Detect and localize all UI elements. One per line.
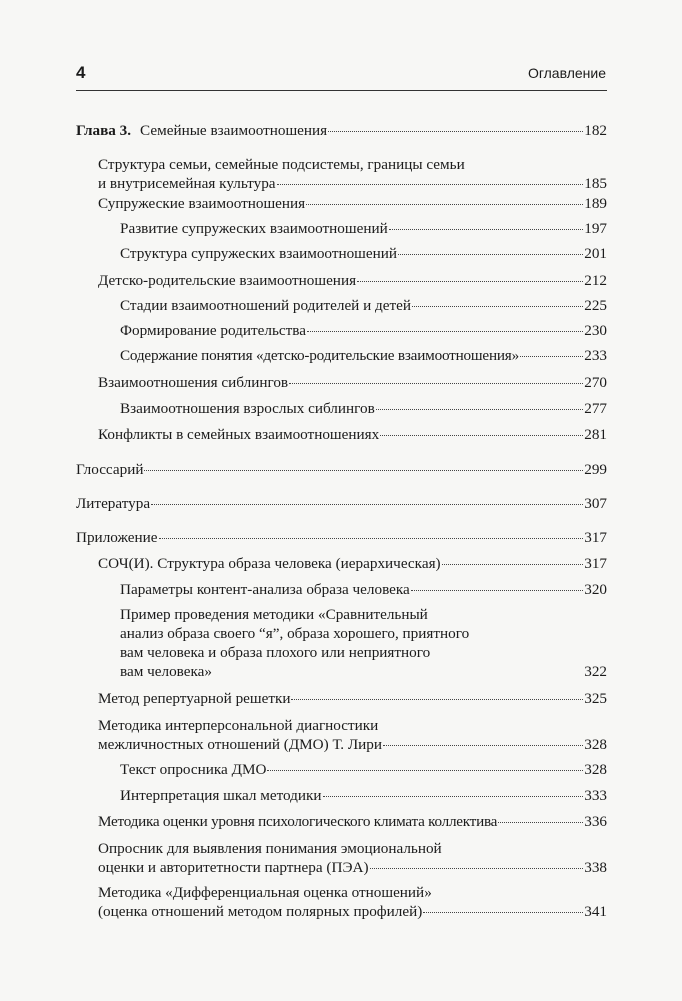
entry-text: Литература: [76, 495, 151, 512]
toc-entry[interactable]: [98, 425, 607, 444]
dot-leader: [291, 699, 583, 700]
dot-leader: [323, 796, 584, 797]
page-ref: 320: [584, 581, 607, 598]
entry-text: Интерпретация шкал методики: [120, 787, 322, 804]
toc-entry[interactable]: [120, 321, 607, 340]
entry-text: Методика оценки уровня психологического климата коллектива: [98, 813, 498, 830]
entry-text: Опросник для выявления понимания эмоциональной: [98, 840, 442, 857]
page-ref: 281: [584, 426, 607, 443]
dot-leader: [328, 131, 583, 132]
dot-leader: [411, 590, 583, 591]
entry-text: Пример проведения методики «Сравнительный: [120, 606, 428, 623]
entry-text: вам человека и образа плохого или неприятного: [120, 644, 431, 661]
entry-text: Глоссарий: [76, 461, 144, 478]
toc-entry[interactable]: [76, 494, 607, 513]
dot-leader: [277, 184, 584, 185]
page-ref: 299: [584, 461, 607, 478]
toc-entry[interactable]: [120, 244, 607, 263]
page-ref: 338: [584, 859, 607, 876]
dot-leader: [520, 356, 583, 357]
toc-entry[interactable]: [98, 812, 607, 831]
toc-entry[interactable]: [120, 296, 607, 315]
entry-text: Супружеские взаимоотношения: [98, 195, 306, 212]
page-ref: 201: [584, 245, 607, 262]
entry-text: вам человека»: [120, 663, 212, 680]
entry-text: Текст опросника ДМО: [120, 761, 267, 778]
entry-text: Стадии взаимоотношений родителей и детей: [120, 297, 412, 314]
chapter-label: Глава 3.: [76, 122, 132, 139]
chapter-title: Семейные взаимоотношения: [140, 122, 328, 139]
entry-text: Методика «Дифференциальная оценка отношений»: [98, 884, 432, 901]
toc-entry[interactable]: [98, 194, 607, 213]
toc-chapter-entry[interactable]: [76, 121, 607, 140]
page-ref: 317: [584, 529, 607, 546]
toc-entry[interactable]: [120, 399, 607, 418]
page-ref: 225: [584, 297, 607, 314]
entry-text: Содержание понятия «детско-родительские взаимоотношения»: [120, 347, 519, 364]
page-ref: 197: [584, 220, 607, 237]
entry-text: межличностных отношений (ДМО) Т. Лири: [98, 736, 383, 753]
toc-entry[interactable]: [120, 760, 607, 779]
dot-leader: [307, 331, 583, 332]
entry-text: Параметры контент-анализа образа человека: [120, 581, 410, 598]
toc-entry[interactable]: [98, 373, 607, 392]
page-ref: 185: [584, 175, 607, 192]
page-ref: 230: [584, 322, 607, 339]
dot-leader: [370, 868, 584, 869]
entry-text: Конфликты в семейных взаимоотношениях: [98, 426, 380, 443]
toc-entry[interactable]: [98, 883, 607, 921]
page-ref: 212: [584, 272, 607, 289]
dot-leader: [376, 409, 583, 410]
toc-entry[interactable]: [98, 689, 607, 708]
entry-text: Развитие супружеских взаимоотношений: [120, 220, 388, 237]
page-ref: 317: [584, 555, 607, 572]
dot-leader: [267, 770, 583, 771]
page-ref: 325: [584, 690, 607, 707]
toc-entry[interactable]: [98, 155, 607, 193]
page-ref: 277: [584, 400, 607, 417]
dot-leader: [383, 745, 583, 746]
page-ref: 322: [584, 663, 607, 680]
toc-entry[interactable]: [76, 528, 607, 547]
entry-text: (оценка отношений методом полярных профилей): [98, 903, 423, 920]
page-ref: 189: [584, 195, 607, 212]
toc-entry[interactable]: [120, 219, 607, 238]
page-ref: 270: [584, 374, 607, 391]
dot-leader: [380, 435, 583, 436]
page-ref: 336: [584, 813, 607, 830]
dot-leader: [398, 254, 583, 255]
entry-text: Детско-родительские взаимоотношения: [98, 272, 357, 289]
running-title: Оглавление: [527, 65, 606, 81]
dot-leader: [442, 564, 584, 565]
entry-text: и внутрисемейная культура: [98, 175, 276, 192]
entry-text: Структура супружеских взаимоотношений: [120, 245, 397, 262]
entry-text: Взаимоотношения взрослых сиблингов: [120, 400, 375, 417]
dot-leader: [289, 383, 583, 384]
dot-leader: [159, 538, 584, 539]
entry-text: анализ образа своего “я”, образа хорошего, приятного: [120, 625, 470, 642]
entry-text: Взаимоотношения сиблингов: [98, 374, 289, 391]
dot-leader: [423, 912, 583, 913]
entry-text: Методика интерперсональной диагностики: [98, 717, 379, 734]
entry-text: Формирование родительства: [120, 322, 306, 339]
toc-entry[interactable]: [120, 605, 607, 681]
page-ref: 182: [584, 122, 607, 139]
dot-leader: [144, 470, 583, 471]
page-ref: 307: [584, 495, 607, 512]
page-ref: 333: [584, 787, 607, 804]
entry-text: Метод репертуарной решетки: [98, 690, 291, 707]
toc-entry[interactable]: [120, 786, 607, 805]
entry-text: оценки и авторитетности партнера (ПЭА): [98, 859, 369, 876]
toc-entry[interactable]: [98, 716, 607, 754]
dot-leader: [389, 229, 584, 230]
toc-entry[interactable]: [98, 271, 607, 290]
dot-leader: [357, 281, 583, 282]
toc-entry[interactable]: [98, 554, 607, 573]
page-ref: 341: [584, 903, 607, 920]
page-ref: 233: [584, 347, 607, 364]
entry-text: Структура семьи, семейные подсистемы, границы семьи: [98, 156, 465, 173]
toc-entry[interactable]: [120, 346, 607, 365]
dot-leader: [412, 306, 583, 307]
page-number: 4: [76, 63, 86, 82]
dot-leader: [306, 204, 583, 205]
toc-entry[interactable]: [98, 839, 607, 877]
page-ref: 328: [584, 736, 607, 753]
toc-entry[interactable]: [76, 460, 607, 479]
entry-text: СОЧ(И). Структура образа человека (иерархическая): [98, 555, 441, 572]
page-ref: 328: [584, 761, 607, 778]
dot-leader: [151, 504, 583, 505]
entry-text: Приложение: [76, 529, 158, 546]
dot-leader: [498, 822, 583, 823]
toc-entry[interactable]: [120, 580, 607, 599]
